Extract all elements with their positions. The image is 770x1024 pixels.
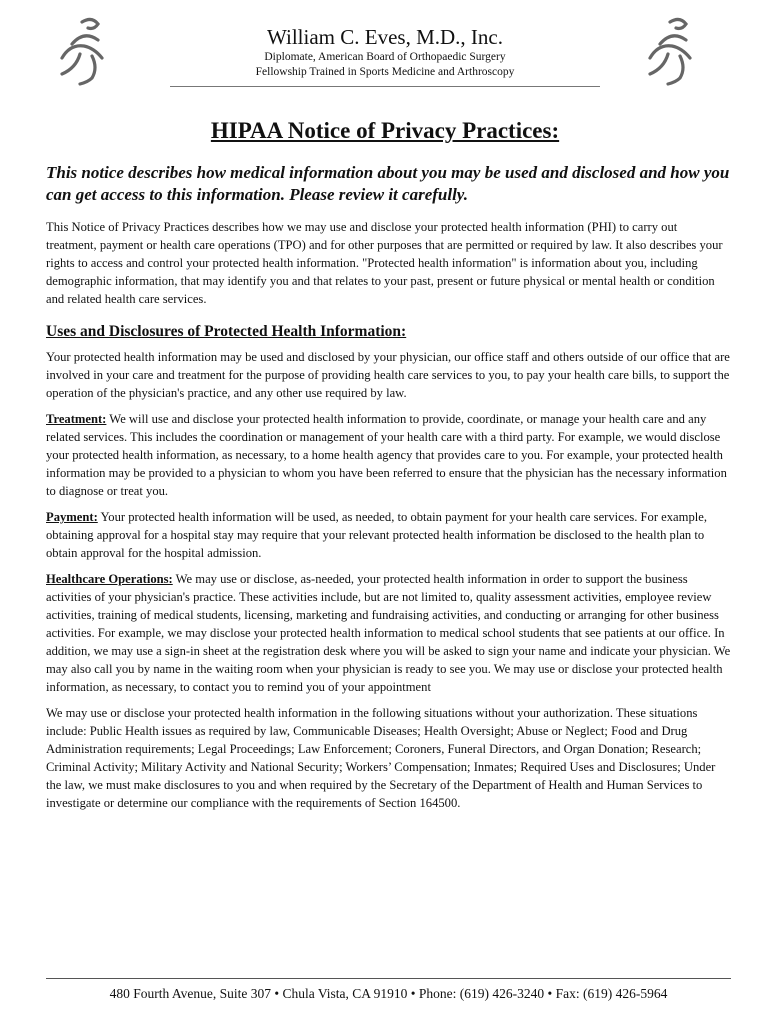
payment-text: Your protected health information will be used, as needed, to obtain payment for your health care services. For example, obtaining approval for a hospital stay may require that your relevant protected health information be disclosed to the health plan to obtain approval for the hospital admission. — [46, 510, 707, 560]
notice-body — [46, 162, 731, 820]
operations-paragraph — [46, 570, 731, 696]
footer-address: 480 Fourth Avenue, Suite 307 • Chula Vista, CA 91910 • Phone: (619) 426-3240 • Fax: (619) 426-5964 — [109, 986, 668, 1001]
situations-paragraph: We may use or disclose your protected health information in the following situations without your authorization. These situations include: Public Health issues as required by law, Communicable Diseases; Health Oversight; Abuse or Neglect; Food and Drug Administration requirements; Legal Proceedings; Law Enforcement; Coroners, Funeral Directors, and Organ Donation; Research; Criminal Activity; Military Activity and National Security; Workers’ Compensation; Inmates; Required Uses and Disclosures; Under the law, we must make disclosures to you and when required by the Secretary of the Department of Health and Human Services to investigate or determine our compliance with the requirements of Section 164500. — [46, 706, 716, 810]
footer — [46, 978, 731, 1003]
credential-line-2: Fellowship Trained in Sports Medicine and Arthroscopy — [255, 66, 515, 78]
operations-text: We may use or disclose, as-needed, your protected health information in order to support the business activities of your physician's practice. These activities include, but are not limited to, quality assessment activities, employee review activities, training of medical students, licensing, marketing and fundraising activities, and conducting or arranging for other business activities. For example, we may disclose your protected health information to medical school students that see patients at our office. In addition, we may use a sign-in sheet at the registration desk where you will be asked to sign your name and indicate your physician. We may also call you by name in the waiting room when your physician is ready to see you. We may use or disclose your protected health information, as necessary, to contact you to remind you of your appointment — [46, 572, 731, 694]
practice-name: William C. Eves, M.D., Inc. — [267, 25, 503, 49]
footer-divider — [46, 978, 731, 979]
intro-emphasis: This notice describes how medical information about you may be used and disclosed and how you can get access to this information. Please review it carefully. — [46, 163, 730, 204]
credential-line-1: Diplomate, American Board of Orthopaedic Surgery — [264, 51, 506, 63]
section-heading: Uses and Disclosures of Protected Health Information: — [46, 323, 407, 340]
letterhead — [0, 24, 770, 87]
payment-paragraph — [46, 508, 731, 562]
operations-label: Healthcare Operations: — [46, 572, 173, 586]
page-title: HIPAA Notice of Privacy Practices: — [210, 118, 560, 143]
intro-paragraph: This Notice of Privacy Practices describes how we may use and disclose your protected health information (PHI) to carry out treatment, payment or health care operations (TPO) and for other purposes that are permitted or required by law. It also describes your rights to access and control your protected health information. "Protected health information" is information about you, including demographic information, that may identify you and that relates to your past, present or future physical or mental health or condition and related health care services. — [46, 220, 723, 306]
payment-label: Payment: — [46, 510, 98, 524]
treatment-paragraph — [46, 410, 731, 500]
uses-paragraph: Your protected health information may be used and disclosed by your physician, our office staff and others outside of our office that are involved in your care and treatment for the purpose of providing health care services to you, to pay your health care bills, to support the operation of the physician's practice, and any other use required by law. — [46, 350, 730, 400]
treatment-text: We will use and disclose your protected health information to provide, coordinate, or manage your health care and any related services. This includes the coordination or management of your health care with a third party. For example, we would disclose your protected health information, as necessary, to a home health agency that provides care to you. For example, your protected health information may be provided to a physician to whom you have been referred to ensure that the physician has the necessary information to diagnose or treat you. — [46, 412, 727, 498]
header-divider — [170, 86, 600, 87]
treatment-label: Treatment: — [46, 412, 107, 426]
